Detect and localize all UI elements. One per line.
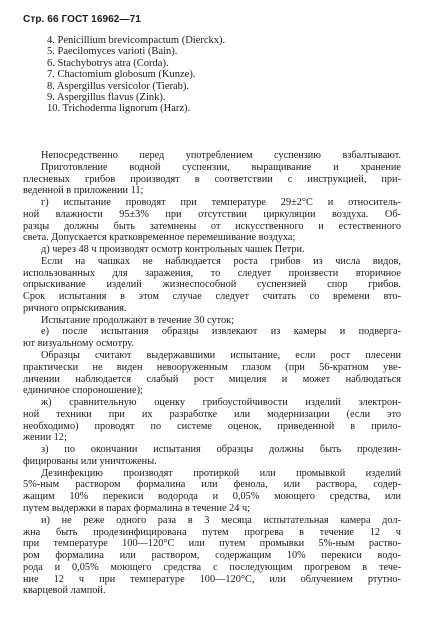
text-line: разцы должны быть затемнены от искусственного и естественного [23,220,401,232]
text-line: ром формалина или раствором, содержащим 10% перекиси водо- [23,550,401,562]
text-line: личении наблюдается слабый рост мицелия и может наблюдаться [23,373,401,385]
text-line: г) испытание проводят при температуре 29±2°C и относитель- [41,197,401,209]
text-line: рода и 0,05% моющего средства с последующим прогревом в тече- [23,561,401,573]
text-line: единичное спороношение); [23,385,143,397]
text-line: ние 12 ч при температуре 100—120°C, или облучением ртутно- [23,573,401,585]
list-item: 7. Chactomium globosum (Kunze). [47,69,196,81]
body-text [23,150,401,597]
text-line: плесневых грибов производят в соответствии с инструкцией, при- [23,173,401,185]
text-line: кварцевой лампой. [23,585,106,597]
text-line: ж) сравнительную оценку грибоустойчивости изделий электрон- [41,397,401,409]
text-line: жащим 10% перекиси водорода и 0,05% моющего средства, или [23,491,401,503]
list-item: 10. Trichoderma lignorum (Harz). [47,103,191,115]
text-line: и) не реже одного раза в 3 месяца испытательная камера дол- [41,514,401,526]
text-line: опрыскивание изделий жизнеспособной суспензией спор грибов. [23,279,401,291]
text-line: веденной в приложении 11; [23,185,144,197]
text-line: Приготовление водной суспензии, выращивание и хранение [41,161,401,173]
list-item: 5. Paecilomyces varioti (Bain). [47,46,178,58]
text-line: Испытание продолжают в течение 30 суток; [41,314,235,326]
text-line: практически не виден невооруженным глазом (при 56-кратном уве- [23,361,401,373]
page-header: Стр. 66 ГОСТ 16962—71 [23,14,141,25]
list-item: 8. Aspergillus versicolor (Tierab). [47,80,190,92]
text-line: при температуре 100—120°C или путем промывки 5%-ным раство- [23,538,401,550]
text-line: жении 12; [23,432,67,444]
text-line: Срок испытания в этом случае следует считать со времени вто- [23,291,401,303]
text-line: е) после испытания образцы извлекают из камеры и подверга- [41,326,401,338]
text-line: жна быть продезинфицирована путем прогрева в течение 12 ч [23,526,401,538]
text-line: использованных для заражения, то следует произвести вторичное [23,267,401,279]
list-item: 4. Penicillium brevicompactum (Dierckx). [47,35,226,46]
text-line: Если на чашках не наблюдается роста грибов из числа видов, [41,255,401,267]
list-item: 9. Aspergillus flavus (Zink). [47,92,166,104]
text-line: ют визуальному осмотру. [23,338,134,350]
text-line: ричного опрыскивания. [23,302,127,314]
fungi-list [47,35,225,115]
text-line: ной техники при их разработке или модернизации (если это [23,408,401,420]
text-line: путем выдержки в парах формалина в течение 24 ч; [23,502,251,514]
list-item: 6. Stachybotrys atra (Corda). [47,57,169,69]
text-line: необходимо) проводят по системе оценок, приведенной в прило- [23,420,401,432]
text-line: 5%-ным раствором формалина или фенола, или раствора, содер- [23,479,401,491]
text-line: света. Допускается кратковременное перемешивание воздуха; [23,232,296,244]
text-line: фицированы или уничтожены. [23,455,157,467]
text-line: ной влажности 95±3% при отсутствии циркуляции воздуха. Об- [23,208,401,220]
text-line: Непосредственно перед употреблением суспензию взбалтывают. [41,150,401,161]
text-line: з) по окончании испытания образцы должны быть продезин- [41,444,401,456]
text-line: Дезинфекцию производят протиркой или промывкой изделий [41,467,401,479]
text-line: Образцы считают выдержавшими испытание, если рост плесени [41,350,401,362]
text-line: д) через 48 ч производят осмотр контрольных чашек Петри. [41,244,305,256]
